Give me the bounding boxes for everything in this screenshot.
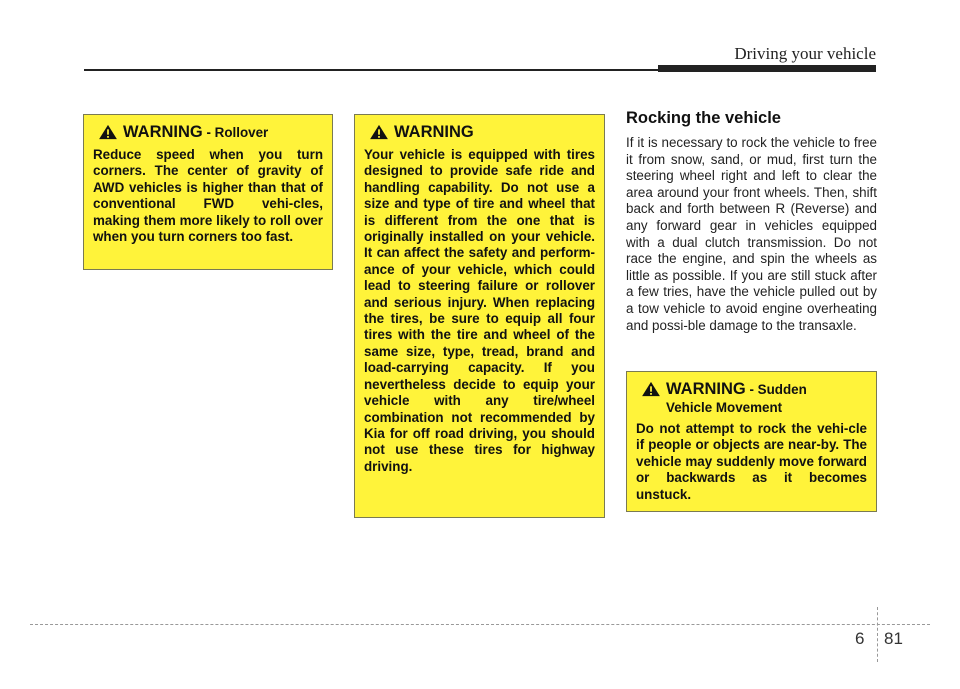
page-number-divider	[877, 607, 878, 662]
header-rule-accent	[658, 65, 876, 72]
warning-subtitle-line2: Vehicle Movement	[666, 400, 783, 415]
warning-subtitle: - Rollover	[202, 125, 269, 140]
warning-subtitle: - Sudden	[745, 382, 807, 397]
page-number: 81	[884, 629, 903, 648]
warning-title: WARNING	[666, 380, 746, 398]
warning-triangle-icon	[368, 124, 390, 140]
rocking-body: If it is necessary to rock the vehicle to free it from snow, sand, or mud, first turn the steering wheel right and left to clear the area around your front wheels. Then, shift back and forth between R (Reverse) and any forward gear in vehicles equipped with a dual clutch transmission. Do not race the engine, and spin the wheels as little as possible. If you are still stuck after a few tries, have the vehicle pulled out by a tow vehicle to avoid engine overheating and possi-ble damage to the transaxle.	[626, 135, 877, 333]
footer-rule	[30, 624, 930, 625]
warning-header	[364, 123, 595, 142]
warning-header	[93, 123, 323, 142]
rocking-heading: Rocking the vehicle	[626, 109, 781, 127]
warning-body: Reduce speed when you turn corners. The center of gravity of AWD vehicles is higher than that of conventional FWD vehi-cles, making them more likely to roll over when you turn corners too fast.	[93, 147, 323, 245]
warning-body: Do not attempt to rock the vehi-cle if people or objects are near-by. The vehicle may suddenly move forward or backwards as it becomes unstuck.	[636, 421, 867, 502]
warning-body: Your vehicle is equipped with tires designed to provide safe ride and handling capability. Do not use a size and type of tire and wheel that is different from the one that is originally installed on your vehicle. It can affect the safety and perform-ance of your vehicle, which could lead to steering failure or rollover and serious injury. When replacing the tires, be sure to equip all four tires with the tire and wheel of the same size, type, tread, brand and load-carrying capacity. If you nevertheless decide to equip your vehicle with any tire/wheel combination not recommended by Kia for off road driving, you should not use these tires for highway driving.	[364, 147, 595, 474]
warning-title: WARNING	[394, 123, 474, 141]
warning-box-sudden-movement	[626, 371, 877, 512]
warning-box-rollover	[83, 114, 333, 270]
warning-triangle-icon	[97, 124, 119, 140]
warning-box-tires	[354, 114, 605, 518]
chapter-number: 6	[855, 629, 865, 648]
warning-triangle-icon	[640, 381, 662, 397]
section-title: Driving your vehicle	[734, 44, 876, 63]
warning-header	[636, 380, 867, 416]
warning-title: WARNING	[123, 123, 203, 141]
